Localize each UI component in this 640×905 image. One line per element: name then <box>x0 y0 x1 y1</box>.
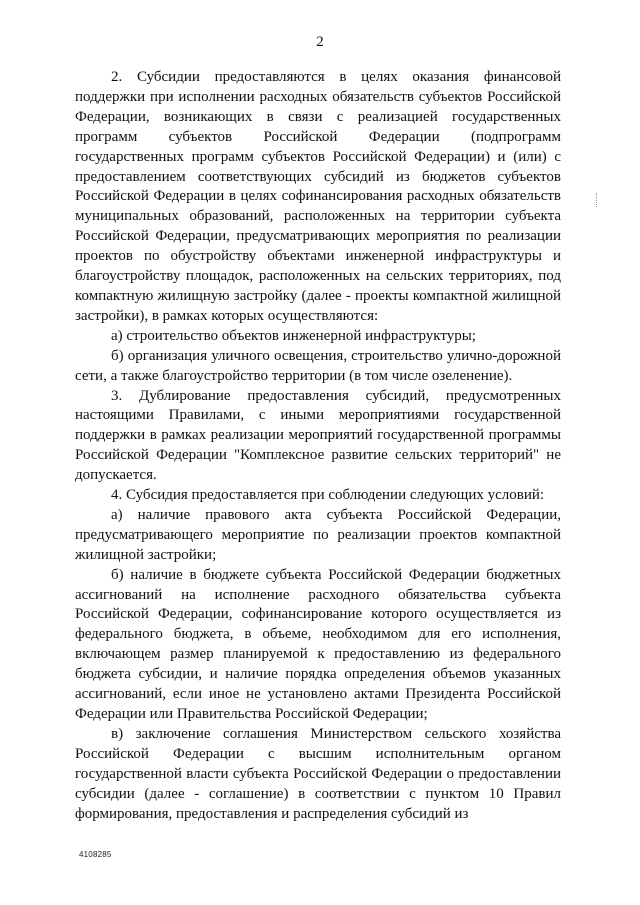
document-body <box>75 68 561 824</box>
paragraph-2: 2. Субсидии предоставляются в целях оказания финансовой поддержки при исполнении расходных обязательств субъектов Российской Федерации, возникающих в связи с реализацией государственных программ субъектов Российской Федерации (подпрограмм государственных программ субъектов Российской Федерации) и (или) с предоставлением соответствующих субсидий из бюджетов субъектов Российской Федерации в целях софинансирования расходных обязательств муниципальных образований, расположенных на территории субъекта Российской Федерации, предусматривающих мероприятия по реализации проектов по обустройству объектами инженерной инфраструктуры и благоустройству площадок, расположенных на сельских территориях, под компактную жилищную застройку (далее - проекты компактной жилищной застройки), в рамках которых осуществляются: <box>75 69 561 324</box>
paragraph-2a: а) строительство объектов инженерной инфраструктуры; <box>111 327 476 344</box>
document-code: 4108285 <box>79 850 112 859</box>
paragraph-4b: б) наличие в бюджете субъекта Российской Федерации бюджетных ассигнований на исполнение расходного обязательства субъекта Российской Федерации, софинансирование которого осуществляется из федерального бюджета, в объеме, необходимом для его исполнения, включающем размер планируемой к предоставлению из федерального бюджета субсидии, и наличие порядка определения объемов указанных ассигнований, если иное не установлено актами Президента Российской Федерации или Правительства Российской Федерации; <box>75 566 561 722</box>
margin-mark <box>596 193 600 207</box>
paragraph-2b: б) организация уличного освещения, строительство улично-дорожной сети, а также благоустройство территории (в том числе озеленение). <box>75 347 561 384</box>
paragraph-4a: а) наличие правового акта субъекта Российской Федерации, предусматривающего мероприятие по реализации проектов компактной жилищной застройки; <box>75 506 561 563</box>
page-number: 2 <box>316 34 324 50</box>
paragraph-3: 3. Дублирование предоставления субсидий, предусмотренных настоящими Правилами, с иными мероприятиями государственной поддержки в рамках реализации мероприятий государственной программы Российской Федерации "Комплексное развитие сельских территорий" не допускается. <box>75 387 561 484</box>
paragraph-4c: в) заключение соглашения Министерством сельского хозяйства Российской Федерации с высшим исполнительным органом государственной власти субъекта Российской Федерации о предоставлении субсидии (далее - соглашение) в соответствии с пунктом 10 Правил формирования, предоставления и распределения субсидий из <box>75 725 561 822</box>
paragraph-4: 4. Субсидия предоставляется при соблюдении следующих условий: <box>111 487 545 504</box>
